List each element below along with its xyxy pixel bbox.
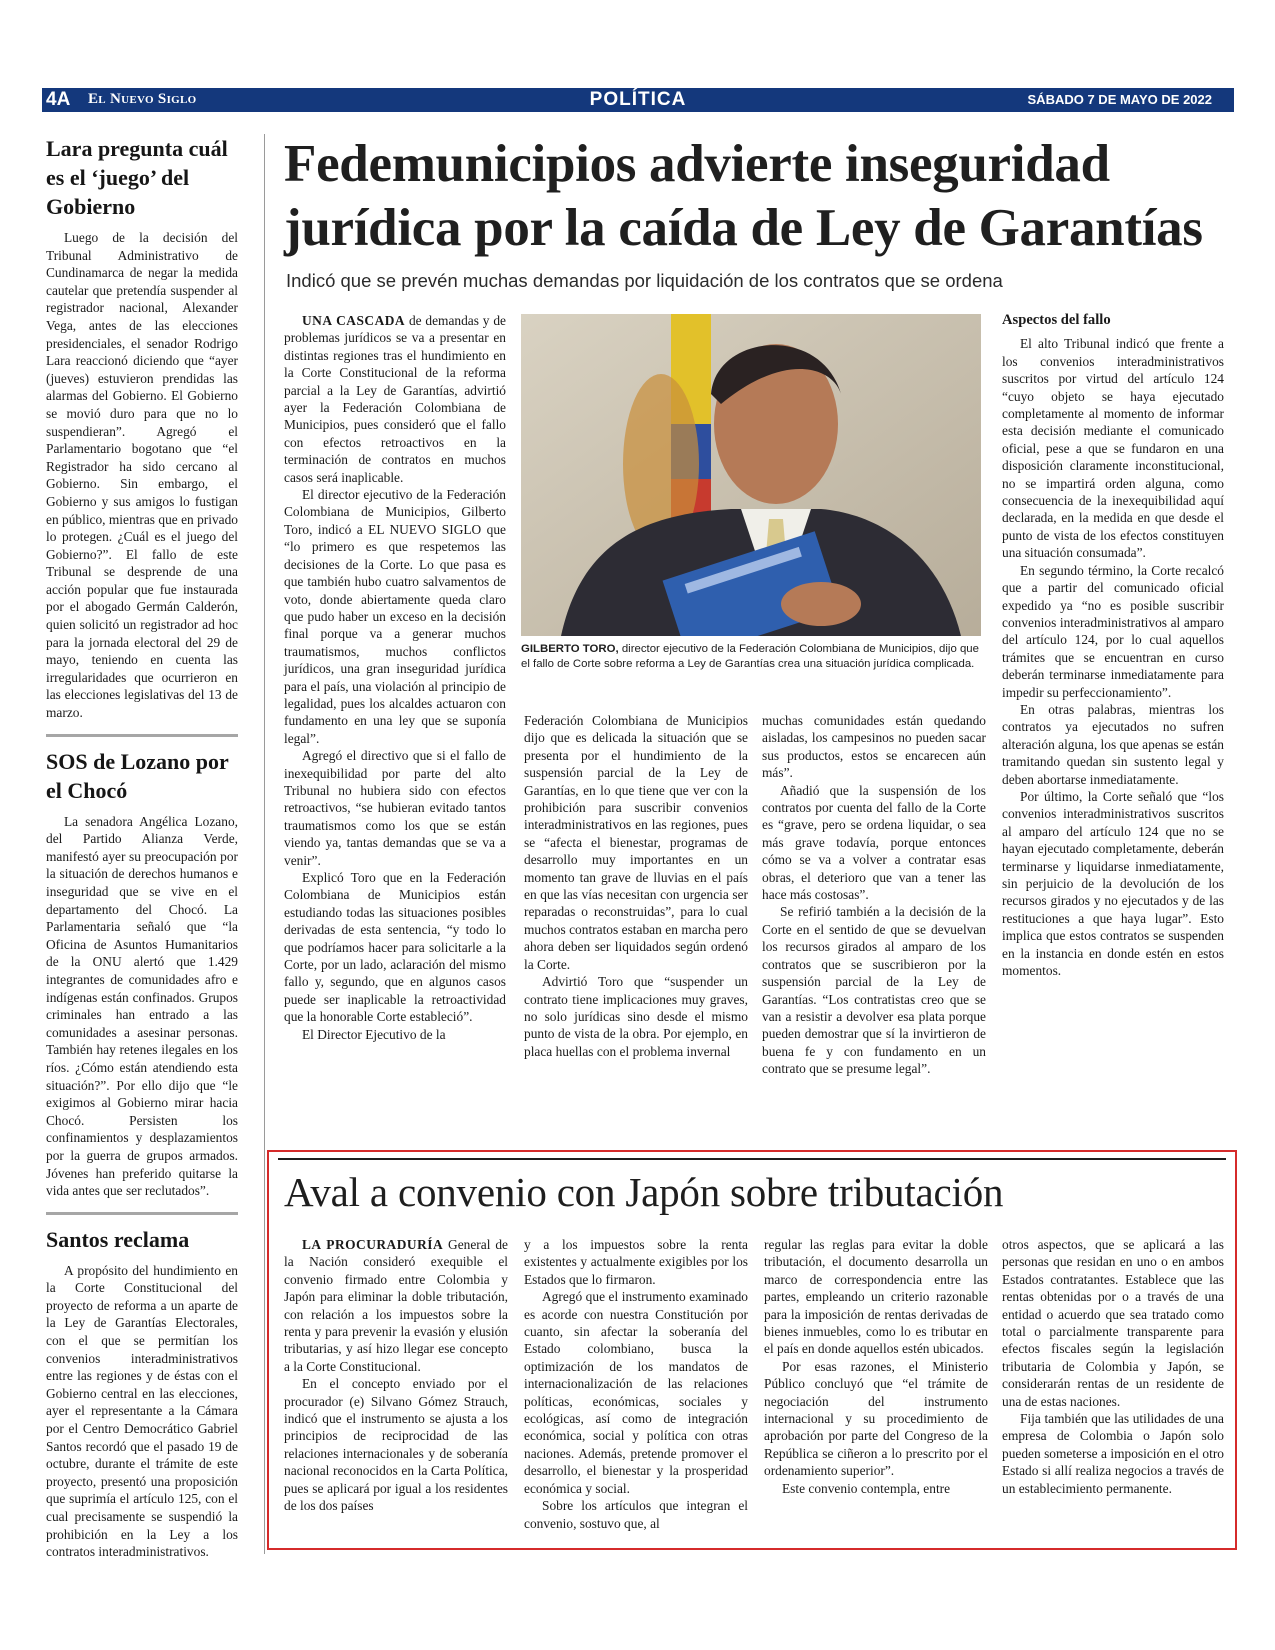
brief-headline-lozano: SOS de Lozano por el Chocó [46, 748, 229, 803]
main-column-3 [762, 712, 986, 1078]
paragraph: y a los impuestos sobre la renta existentes y actualmente exigibles por los Estados que lo firmaron. [524, 1237, 748, 1287]
paragraph: Fija también que las utilidades de una empresa de Colombia o Japón solo pueden someterse a imposición en el otro Estado si allí realiza negocios a través de un establecimiento permanente. [1002, 1411, 1224, 1496]
main-column-2 [524, 712, 748, 1060]
photo-caption [521, 642, 981, 673]
paragraph: Agregó que el instrumento examinado es acorde con nuestra Constitución por cuanto, sin afectar la soberanía del Estado colombiano, busca la optimización de los mandatos de internacionalización de las relaciones políticas, económicas, sociales y ecológicas, así como de integración económica, social y política con otras naciones. Además, pretende promover el desarrollo, el bienestar y la prosperidad económica y social. [524, 1289, 748, 1496]
paragraph: El Director Ejecutivo de la [302, 1026, 446, 1042]
page-number: 4A [46, 89, 71, 110]
brief-paragraph: La senadora Angélica Lozano, del Partido Alianza Verde, manifestó ayer su preocupación por la situación de derechos humanos e inseguridad que se vive en el departamento del Chocó. La Parlamentaria señaló que “la Oficina de Asuntos Humanitarios de la ONU alertó que 1.429 integrantes de comunidades afro e indígenas están confinados. Grupos criminales han entrado a las comunidades a asesinar personas. También hay retenes ilegales en los ríos. ¿Cómo están atendiendo esta situación?”. Por ello dijo que “le exigimos al Gobierno mirar hacia Chocó. Persisten los confinamientos y desplazamientos por la guerra de grupos armados. Jóvenes han preferido quitarse la vida antes que ser reclutados”. [46, 813, 238, 1199]
portrait-illustration [521, 314, 981, 636]
brief-headline-santos: Santos reclama [46, 1226, 190, 1252]
paragraph: General de la Nación consideró exequible el convenio firmado entre Colombia y Japón para eliminar la doble tributación, con relación a los impuestos sobre la renta y para prevenir la evasión y elusión tributarias, y así hizo llegar ese concepto a la Corte Constitucional. [284, 1237, 508, 1374]
section-header-bar [42, 88, 1234, 112]
sidebar-briefs [46, 134, 238, 1561]
box-column-1 [284, 1236, 508, 1515]
brief-divider [46, 1212, 238, 1215]
news-photo-gilberto-toro [521, 314, 981, 636]
brief-paragraph: Luego de la decisión del Tribunal Administrativo de Cundinamarca de negar la medida cautelar que pretendía suspender al registrador nacional, Alexander Vega, antes de las elecciones presidenciales, el senador Rodrigo Lara reaccionó diciendo que “ayer (jueves) estuvieron prendidas las alarmas del Gobierno. El Gobierno se movió duro para que no lo suspendieran”. Agregó el Parlamentario bogotano que “el Registrador ha sido cercano al Gobierno. Sin embargo, el Gobierno y sus amigos lo fustigan en público, mientras que en privado lo protegen. ¿Cuál es el juego del Gobierno?”. El fallo de este Tribunal se desprende de una acción popular que fue instaurada por el abogado Germán Calderón, quien solicitó un registrador ad hoc para la jornada electoral del 29 de mayo, teniendo en cuenta las irregularidades que ocurrieron en las elecciones legislativas del 13 de marzo. [46, 230, 238, 721]
lead-in: UNA CASCADA [302, 313, 406, 328]
paragraph: Por esas razones, el Ministerio Público concluyó que “el trámite de negociación del instrumento internacional y su procedimiento de aprobación por parte del Congreso de la República se ciñeron a lo prescrito por el ordenamiento superior”. [764, 1358, 988, 1479]
paragraph: otros aspectos, que se aplicará a las personas que residan en uno o en ambos Estados contratantes. Establece que las rentas obtenidas por o a través de una entidad o acuerdo que sea tratado como total o parcialmente transparente para efectos fiscales según la legislación tributaria de Colombia y Japón, se considerarán rentas de un residente de una de estas naciones. [1002, 1237, 1224, 1409]
paragraph: de demandas y de problemas jurídicos se va a presentar en distintas regiones tras el hundimiento en la Corte Constitucional de la reforma parcial a la Ley de Garantías, advirtió ayer la Federación Colombiana de Municipios, pues consideró que el fallo con efectos retroactivos en la terminación de contratos en muchos casos será inaplicable. [284, 313, 506, 485]
brief-body-lozano [46, 813, 238, 1200]
box-top-rule [278, 1158, 1226, 1160]
paragraph: regular las reglas para evitar la doble tributación, el documento desarrolla un marco de correspondencia entre las partes, empleando un criterio razonable para la imposición de rentas derivadas de bienes inmuebles, como lo es tributar en el país en donde aquellos estén ubicados. [764, 1237, 988, 1357]
paragraph: Federación Colombiana de Municipios dijo que es delicada la situación que se presenta por el hundimiento de la suspensión parcial de la Ley de Garantías, en lo que tiene que ver con la prohibición para suscribir convenios interadministrativos en las regiones, pues se “afecta el bienestar, programas de desarrollo muy importantes en un momento tan grave de lluvias en el país en que las vías necesitan con urgencia ser reparadas o reconstruidas”, para lo cual muchos contratos estaban en marcha pero ahora deben ser liquidados según ordenó la Corte. [524, 713, 748, 972]
box-column-2 [524, 1236, 748, 1532]
paragraph: Por último, la Corte señaló que “los convenios interadministrativos suscritos al amparo del artículo 124 que no se hayan ejecutado completamente, deberán terminarse y liquidarse inmediatamente, sin perjuicio de la devolución de los recursos girados y no ejecutados y de las restituciones a que haya lugar”. Esto implica que estos contratos se suspenden en la instancia en donde estén en estos momentos. [1002, 788, 1224, 979]
caption-text: director ejecutivo de la Federación Colombiana de Municipios, dijo que el fallo de Corte sobre reforma a Ley de Garantías crea una situación jurídica complicada. [521, 643, 979, 671]
paragraph: Advirtió Toro que “suspender un contrato tiene implicaciones muy graves, no solo jurídicas sino desde el mismo punto de vista de la obra. Por ejemplo, en placa huellas con el problema invernal [524, 974, 748, 1059]
brief-headline-lara: Lara pregunta cuál es el ‘juego’ del Gobierno [46, 136, 228, 219]
main-deck: Indicó que se prevén muchas demandas por liquidación de los contratos que se ordena [286, 270, 1003, 291]
box-column-4 [1002, 1236, 1224, 1497]
main-headline: Fedemunicipios advierte inseguridad jurídica por la caída de Ley de Garantías [284, 135, 1203, 257]
paragraph: Explicó Toro que en la Federación Colombiana de Municipios están estudiando todas las situaciones posibles derivadas de esta sentencia, “y todo lo que podríamos hacer para solicitarle a la Corte, por un lado, aclaración del mismo fallo y, segundo, que en algunos casos puede ser inaplicable la retroactividad que la honorable Corte estableció”. [284, 870, 506, 1025]
paragraph: Se refirió también a la decisión de la Corte en el sentido de que se devuelvan los recursos girados al amparo de los contratos que se suscribieron por la suspensión parcial de la Ley de Garantías. “Los contratistas creo que se van a resistir a devolver esa plata porque pueden demostrar que sí la invirtieron de buena fe y con fundamento en un contrato que se presume legal”. [762, 904, 986, 1077]
paragraph: El director ejecutivo de la Federación Colombiana de Municipios, Gilberto Toro, indicó a EL NUEVO SIGLO que “lo primero es que respetemos las decisiones de la Corte. Lo que pasa es que también hubo cuatro salvamentos de voto, donde abiertamente queda claro que pudo haber un exceso en la decisión final porque va a generar muchos traumatismos, muchos conflictos jurídicos, una gran inseguridad jurídica para el país, una violación al principio de legalidad, pues los alcaldes actuaron con fundamento en una ley que se suponía legal”. [284, 487, 506, 746]
paragraph: muchas comunidades están quedando aisladas, los campesinos no pueden sacar sus productos, estos se encarecen aún más”. [762, 713, 986, 781]
column-rule [264, 134, 265, 1554]
paragraph: En segundo término, la Corte recalcó que a partir del comunicado oficial expedido ya “no es posible suscribir convenios interadministrativos al amparo del artículo 124, por lo cual aquellos trámites que se encuentran en curso deberán terminarse inmediatamente para impedir su perfeccionamiento”. [1002, 562, 1224, 700]
paragraph: Añadió que la suspensión de los contratos por cuenta del fallo de la Corte es “grave, pero se ordena liquidar, o sea más grave todavía, porque entonces cómo se va a volver a contratar esas obras, el deterioro que van a tener las hace más costosas”. [762, 782, 986, 903]
box-column-3 [764, 1236, 988, 1497]
brief-divider [46, 734, 238, 737]
issue-date: SÁBADO 7 DE MAYO DE 2022 [1027, 92, 1212, 107]
caption-subject: GILBERTO TORO, [521, 643, 619, 655]
brief-body-lara [46, 229, 238, 722]
paragraph: En el concepto enviado por el procurador (e) Silvano Gómez Strauch, indicó que el instrumento se ajusta a los principios de reciprocidad de las relaciones internacionales y de soberanía nacional reconocidos en la Carta Política, pues se aplicará por igual a los residentes de los dos países [284, 1376, 508, 1514]
brief-paragraph: A propósito del hundimiento en la Corte Constitucional del proyecto de reforma a un aparte de la Ley de Garantías Electorales, con el que se permitían los convenios interadministrativos entre las regiones y de éstas con el Gobierno central en las elecciones, ayer el representante a la Cámara por el Centro Democrático Gabriel Santos recordó que el pasado 19 de octubre, durante el trámite de este proyecto, presentó una proposición que suprimía el artículo 125, con el cual precisamente se suspendió la prohibición en la Ley a los contratos interadministrativos. [46, 1262, 238, 1560]
section-name: POLÍTICA [589, 89, 687, 110]
paragraph: El alto Tribunal indicó que frente a los convenios interadministrativos suscritos por virtud del artículo 124 “cuyo objeto se haya ejecutado completamente al momento de informar esta decisión mediante el comunicado oficial, pese a que se fundaron en una disposición claramente inconstitucional, no se impartirá orden alguna, como consecuencia de la inexequibilidad aquí declarada, en la medida en que desde el punto de vista de los efectos constituyen una situación consumada”. [1002, 336, 1224, 561]
main-column-1 [284, 312, 506, 1043]
lead-in: LA PROCURADURÍA [302, 1237, 444, 1252]
paragraph: En otras palabras, mientras los contratos ya ejecutados no sufren alteración alguna, los que apenas se están tramitando quedan sin sustento legal y deben abortarse inmediatamente. [1002, 701, 1224, 787]
paragraph: Agregó el directivo que si el fallo de inexequibilidad por parte del alto Tribunal no hubiera sido con efectos retroactivos, “se hubieran evitado tantos traumatismos como los que se están viendo ya, tantas demandas que se va a venir”. [284, 748, 506, 868]
subheading: Aspectos del fallo [1002, 312, 1111, 328]
brief-body-santos [46, 1262, 238, 1561]
main-column-4 [1002, 312, 1224, 979]
box-headline: Aval a convenio con Japón sobre tributación [284, 1169, 1004, 1215]
newspaper-name: El Nuevo Siglo [88, 91, 197, 107]
paragraph: Sobre los artículos que integran el convenio, sostuvo que, al [524, 1498, 748, 1531]
paragraph: Este convenio contempla, entre [782, 1480, 951, 1496]
